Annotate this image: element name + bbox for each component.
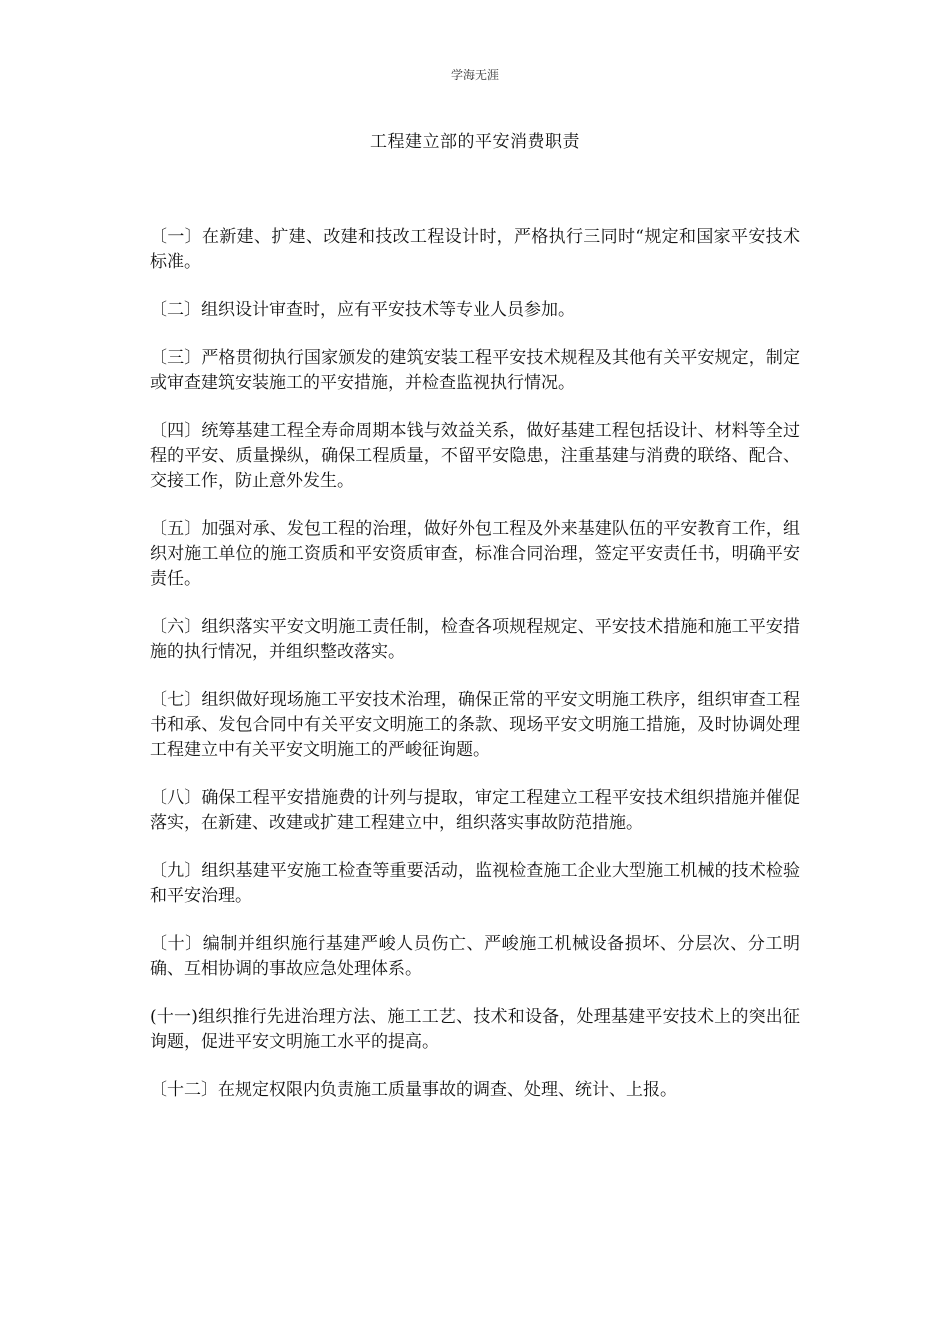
document-title: 工程建立部的平安消费职责	[370, 132, 580, 152]
paragraph-8: 〔八〕确保工程平安措施费的计列与提取，审定工程建立工程平安技术组织措施并催促落实，在新建、改建或扩建工程建立中，组织落实事故防范措施。	[150, 788, 800, 833]
paragraph-4: 〔四〕统筹基建工程全寿命周期本钱与效益关系，做好基建工程包括设计、材料等全过程的平安、质量操纵，确保工程质量，不留平安隐患，注重基建与消费的联络、配合、交接工作，防止意外发生。	[150, 421, 800, 491]
paragraph-10: 〔十〕编制并组织施行基建严峻人员伤亡、严峻施工机械设备损坏、分层次、分工明确、互相协调的事故应急处理体系。	[150, 934, 800, 979]
paragraph-3: 〔三〕严格贯彻执行国家颁发的建筑安装工程平安技术规程及其他有关平安规定，制定或审查建筑安装施工的平安措施，并检查监视执行情况。	[150, 348, 800, 393]
page-header: 学海无涯	[450, 68, 499, 82]
paragraph-9: 〔九〕组织基建平安施工检查等重要活动，监视检查施工企业大型施工机械的技术检验和平安治理。	[150, 861, 800, 906]
paragraph-12: 〔十二〕在规定权限内负责施工质量事故的调查、处理、统计、上报。	[150, 1080, 677, 1100]
paragraph-11: (十一)组织推行先进治理方法、施工工艺、技术和设备，处理基建平安技术上的突出征询题，促进平安文明施工水平的提高。	[150, 1007, 800, 1052]
document-body	[150, 225, 800, 1126]
paragraph-7: 〔七〕组织做好现场施工平安技术治理，确保正常的平安文明施工秩序，组织审查工程书和承、发包合同中有关平安文明施工的条款、现场平安文明施工措施，及时协调处理工程建立中有关平安文明施工的严峻征询题。	[150, 690, 800, 760]
paragraph-2: 〔二〕组织设计审查时，应有平安技术等专业人员参加。	[150, 300, 575, 320]
paragraph-6: 〔六〕组织落实平安文明施工责任制，检查各项规程规定、平安技术措施和施工平安措施的执行情况，并组织整改落实。	[150, 617, 800, 662]
paragraph-5: 〔五〕加强对承、发包工程的治理，做好外包工程及外来基建队伍的平安教育工作，组织对施工单位的施工资质和平安资质审查，标准合同治理，签定平安责任书，明确平安责任。	[150, 519, 800, 589]
paragraph-1: 〔一〕在新建、扩建、改建和技改工程设计时，严格执行三同时“规定和国家平安技术标准。	[150, 227, 800, 272]
